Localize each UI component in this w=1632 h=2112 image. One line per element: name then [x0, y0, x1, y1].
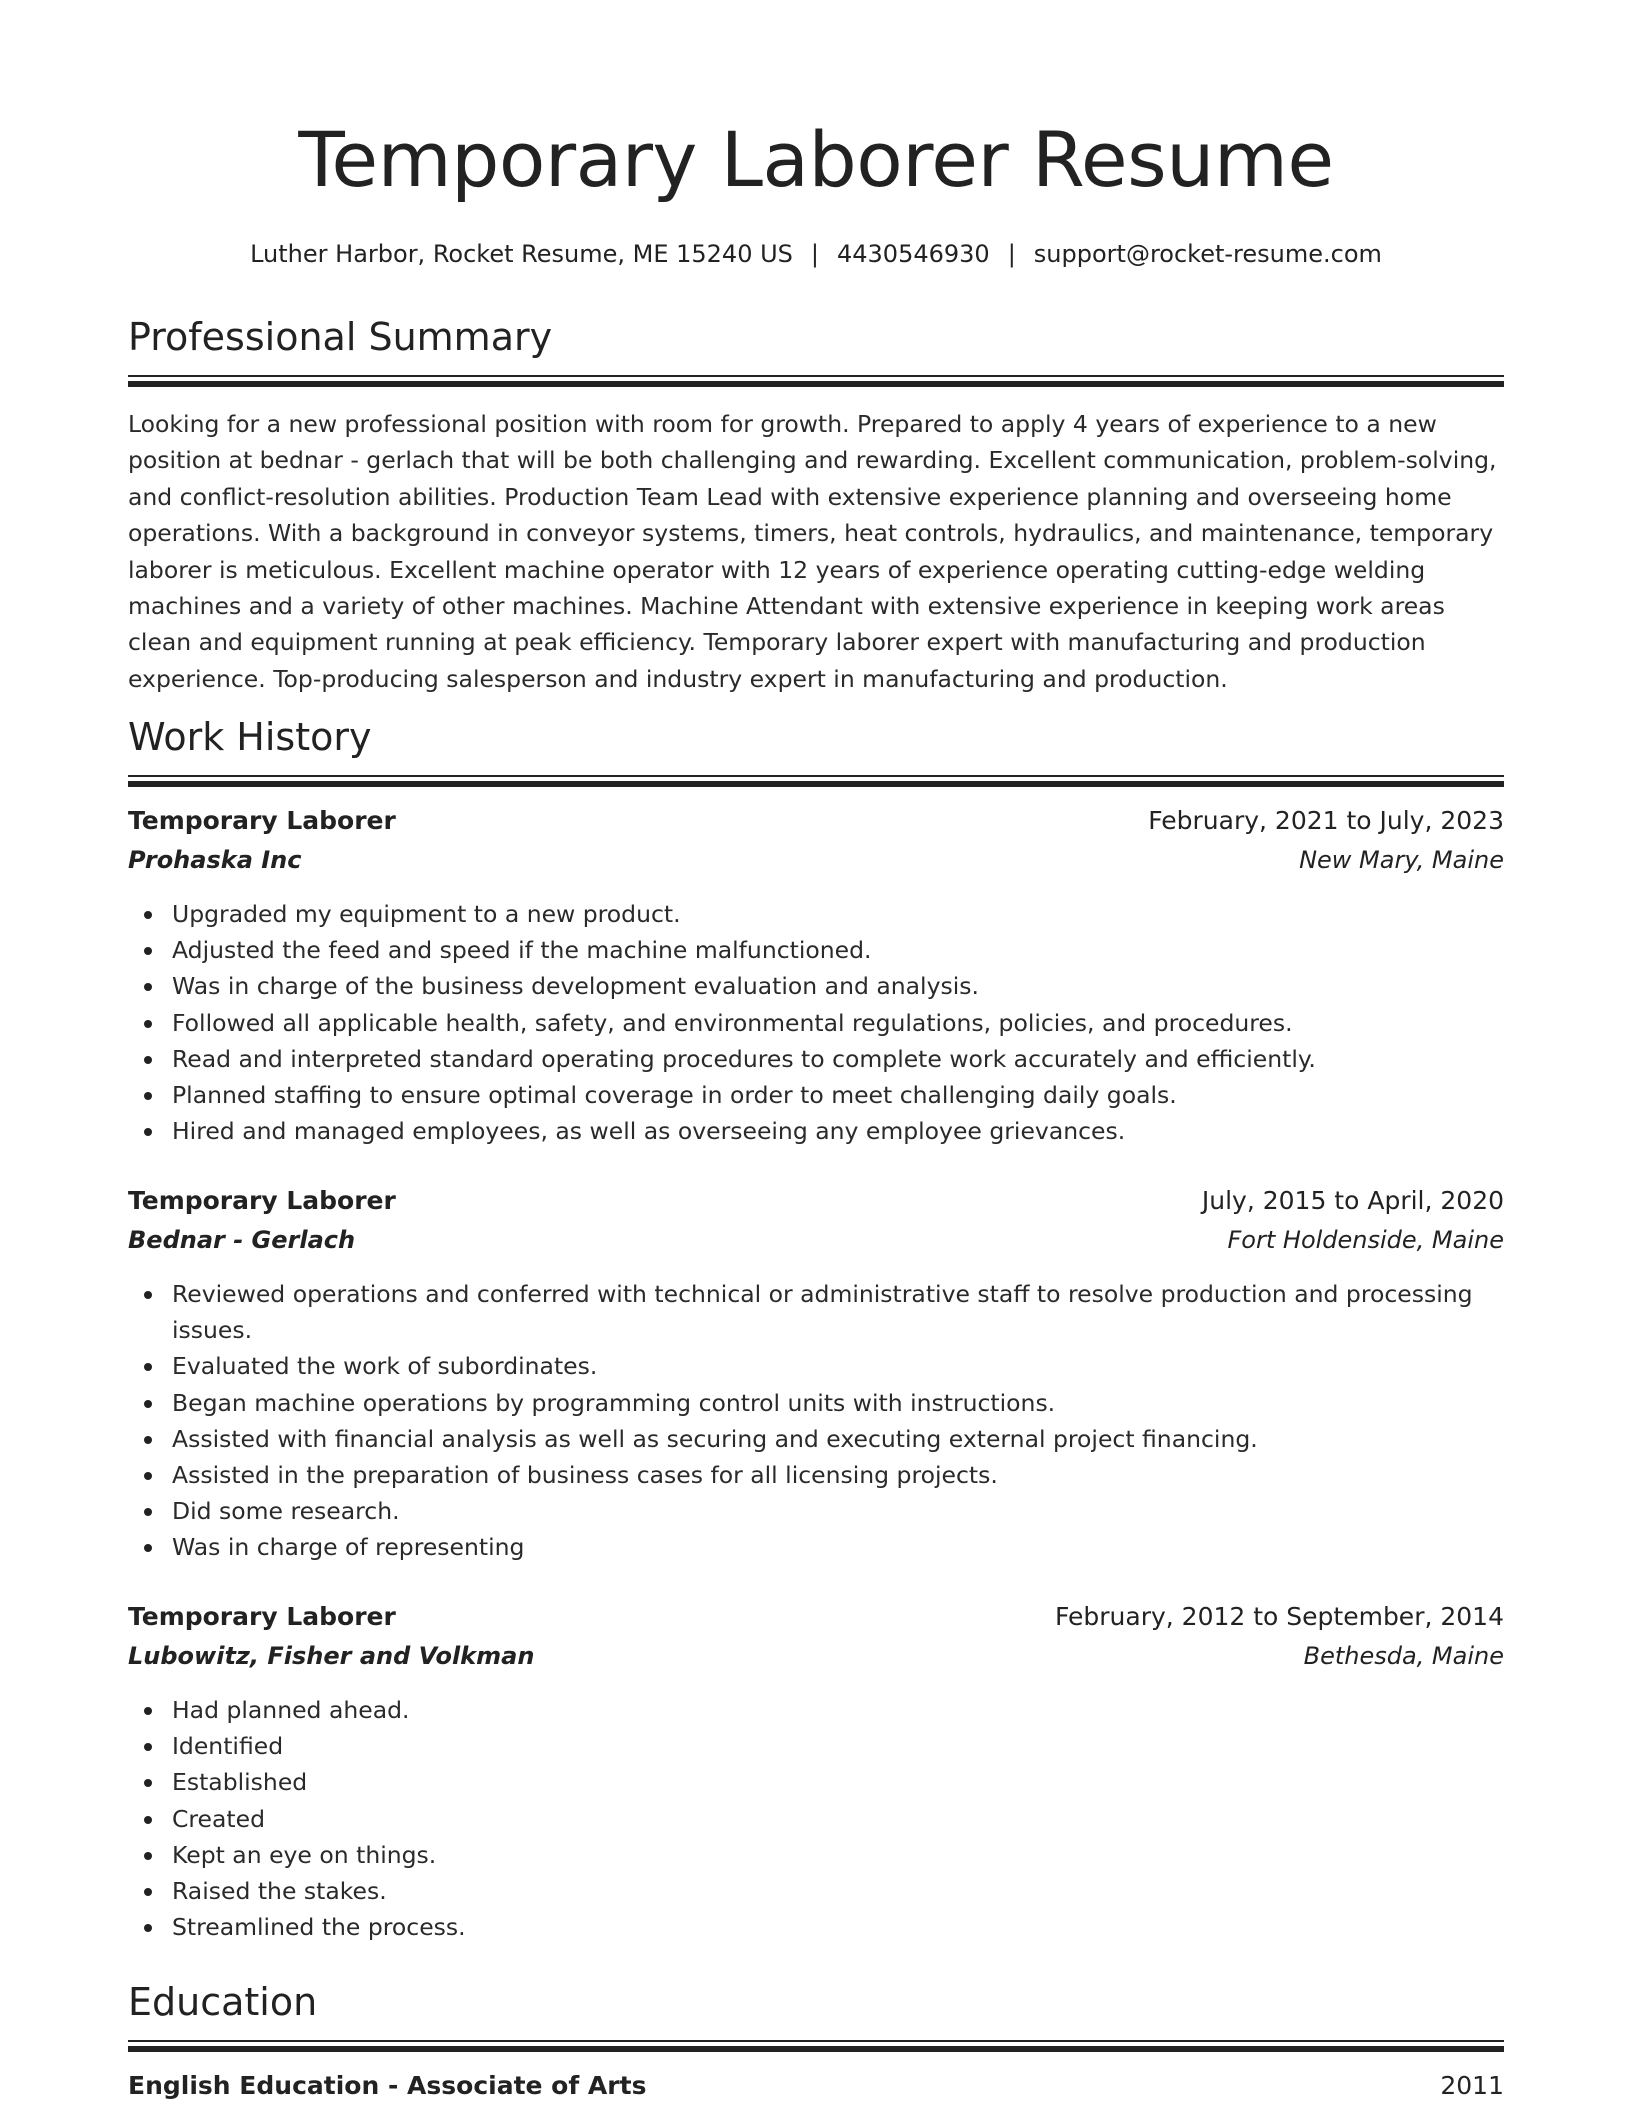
job-bullet: Created: [128, 1801, 1504, 1837]
job-bullet: Did some research.: [128, 1493, 1504, 1529]
contact-line: [128, 240, 1504, 268]
job-location: Fort Holdenside, Maine: [1227, 1226, 1504, 1254]
resume-title: Temporary Laborer Resume: [298, 115, 1334, 204]
job-title: Temporary Laborer: [128, 1602, 396, 1631]
job-bullet: Upgraded my equipment to a new product.: [128, 896, 1504, 932]
job-bullet: Planned staffing to ensure optimal coverage in order to meet challenging daily goals.: [128, 1077, 1504, 1113]
job-bullet: Was in charge of representing: [128, 1529, 1504, 1565]
work-history-heading: Work History: [128, 715, 372, 759]
job-dates: July, 2015 to April, 2020: [1201, 1186, 1504, 1215]
summary-text: Looking for a new professional position with room for growth. Prepared to apply 4 years of experience to a new position at bednar - gerlach that will be both challenging and rewarding. Excellent communication, problem-solving, and conflict-resolution abilities. Production Team Lead with extensive experience planning and overseeing home operations. With a background in conveyor systems, timers, heat controls, hydraulics, and maintenance, temporary laborer is meticulous. Excellent machine operator with 12 years of experience operating cutting-edge welding machines and a variety of other machines. Machine Attendant with extensive experience in keeping work areas clean and equipment running at peak efficiency. Temporary laborer expert with manufacturing and production experience. Top-producing salesperson and industry expert in manufacturing and production.: [128, 410, 1497, 693]
job-entry: [128, 806, 1504, 1146]
summary-heading: Professional Summary: [128, 315, 553, 359]
job-title: Temporary Laborer: [128, 1186, 396, 1215]
job-entry: [128, 1602, 1504, 1942]
job-header-row: [128, 806, 1504, 846]
contact-address: Luther Harbor, Rocket Resume, ME 15240 US: [250, 240, 793, 268]
job-dates: February, 2021 to July, 2023: [1148, 806, 1504, 835]
job-entry: [128, 1186, 1504, 1562]
job-location: Bethesda, Maine: [1303, 1642, 1504, 1670]
job-company-row: [128, 1226, 1504, 1266]
job-bullet: Assisted in the preparation of business cases for all licensing projects.: [128, 1457, 1504, 1493]
job-bullet: Followed all applicable health, safety, and environmental regulations, policies, and procedures.: [128, 1005, 1504, 1041]
job-location: New Mary, Maine: [1299, 846, 1504, 874]
job-bullet: Hired and managed employees, as well as overseeing any employee grievances.: [128, 1113, 1504, 1149]
job-header-row: [128, 1602, 1504, 1642]
job-bullet: Was in charge of the business development evaluation and analysis.: [128, 968, 1504, 1004]
job-company: Bednar - Gerlach: [128, 1226, 356, 1254]
job-bullet: Adjusted the feed and speed if the machine malfunctioned.: [128, 932, 1504, 968]
contact-email: support@rocket-resume.com: [1033, 240, 1382, 268]
job-company-row: [128, 846, 1504, 886]
job-bullet: Identified: [128, 1728, 1504, 1764]
job-company-row: [128, 1642, 1504, 1682]
job-title: Temporary Laborer: [128, 806, 396, 835]
section-divider: [128, 375, 1504, 387]
job-bullet: Streamlined the process.: [128, 1909, 1504, 1945]
job-bullet: Had planned ahead.: [128, 1692, 1504, 1728]
contact-separator: |: [1007, 240, 1016, 268]
contact-phone: 4430546930: [837, 240, 990, 268]
education-degree: English Education - Associate of Arts: [128, 2071, 647, 2100]
job-bullet-list: [128, 1276, 1504, 1566]
job-bullet: Raised the stakes.: [128, 1873, 1504, 1909]
education-year: 2011: [1440, 2071, 1504, 2100]
job-bullet-list: [128, 896, 1504, 1149]
section-divider: [128, 775, 1504, 787]
job-company: Lubowitz, Fisher and Volkman: [128, 1642, 535, 1670]
job-bullet: Kept an eye on things.: [128, 1837, 1504, 1873]
job-bullet-list: [128, 1692, 1504, 1945]
education-entry: [128, 2071, 1504, 2111]
job-bullet: Read and interpreted standard operating procedures to complete work accurately and efficiently.: [128, 1041, 1504, 1077]
job-bullet: Established: [128, 1764, 1504, 1800]
job-bullet: Assisted with financial analysis as well as securing and executing external project financing.: [128, 1421, 1504, 1457]
education-heading: Education: [128, 1980, 318, 2024]
contact-separator: |: [810, 240, 819, 268]
job-dates: February, 2012 to September, 2014: [1055, 1602, 1504, 1631]
job-bullet: Reviewed operations and conferred with technical or administrative staff to resolve production and processing issues.: [128, 1276, 1504, 1348]
job-company: Prohaska Inc: [128, 846, 302, 874]
job-bullet: Began machine operations by programming control units with instructions.: [128, 1385, 1504, 1421]
job-bullet: Evaluated the work of subordinates.: [128, 1348, 1504, 1384]
section-divider: [128, 2040, 1504, 2052]
job-header-row: [128, 1186, 1504, 1226]
